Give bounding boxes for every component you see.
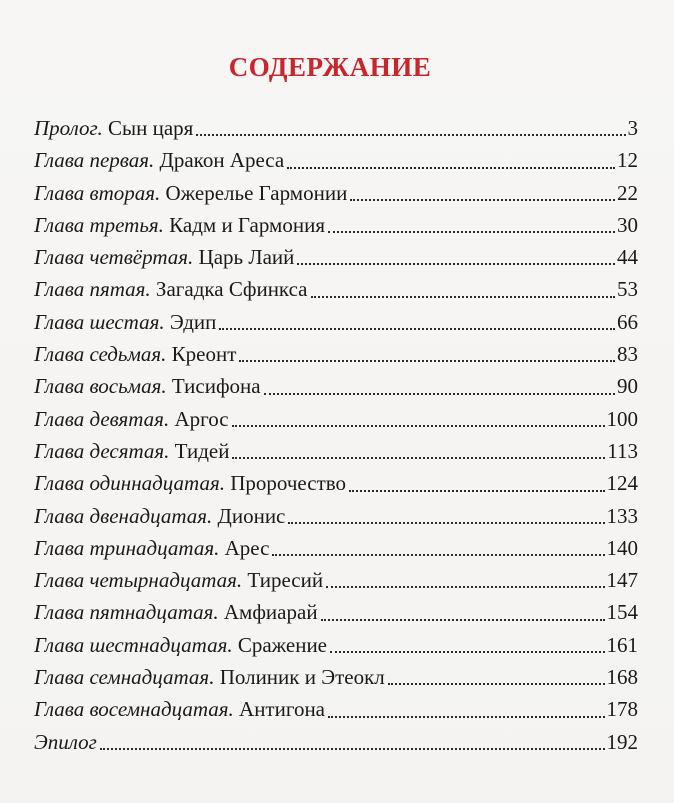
entry-title [34, 629, 327, 661]
entry-title [34, 403, 229, 435]
chapter-name: Амфиарай [223, 600, 318, 625]
chapter-label: Глава седьмая. [34, 342, 167, 367]
entry-title [34, 435, 229, 467]
page-number: 30 [617, 212, 638, 237]
chapter-name: Царь Лаий [198, 245, 295, 270]
toc-entry [34, 467, 638, 499]
toc-entry [34, 144, 638, 176]
entry-title [34, 693, 325, 725]
chapter-label: Глава шестая. [34, 309, 165, 334]
chapter-name: Креонт [171, 342, 237, 367]
dot-leader [232, 457, 605, 459]
chapter-label: Глава восьмая. [34, 374, 167, 399]
page-number: 178 [606, 697, 638, 722]
chapter-name: Тидей [174, 438, 230, 463]
page-number: 124 [606, 471, 638, 496]
page-number: 83 [617, 342, 638, 367]
chapter-label: Эпилог [34, 729, 97, 754]
chapter-label: Глава четырнадцатая. [34, 568, 243, 593]
chapter-name: Полиник и Этеокл [219, 665, 385, 690]
dot-leader [328, 231, 615, 233]
page-number: 133 [606, 503, 638, 528]
chapter-label: Глава пятнадцатая. [34, 600, 219, 625]
page-number: 192 [606, 729, 638, 754]
dot-leader [232, 425, 605, 427]
page-number: 12 [617, 148, 638, 173]
page-number: 44 [617, 245, 638, 270]
toc-entry [34, 661, 638, 693]
dot-leader [100, 748, 605, 750]
chapter-label: Глава одиннадцатая. [34, 471, 225, 496]
chapter-label: Глава двенадцатая. [34, 503, 213, 528]
page-number: 168 [606, 665, 638, 690]
chapter-name: Аргос [174, 406, 229, 431]
dot-leader [288, 522, 604, 524]
entry-title [34, 112, 193, 144]
dot-leader [264, 393, 615, 395]
chapter-label: Глава третья. [34, 212, 164, 237]
dot-leader [330, 651, 604, 653]
entry-title [34, 241, 294, 273]
dot-leader [311, 296, 615, 298]
chapter-name: Дионис [217, 503, 286, 528]
entry-title [34, 306, 216, 338]
dot-leader [326, 586, 604, 588]
toc-entry [34, 693, 638, 725]
page-number: 66 [617, 309, 638, 334]
toc-entry [34, 726, 638, 758]
chapter-name: Эдип [169, 309, 217, 334]
table-of-contents [34, 112, 638, 758]
toc-entry [34, 629, 638, 661]
page-title: СОДЕРЖАНИЕ [228, 52, 432, 82]
entry-title [34, 209, 325, 241]
page-number: 90 [617, 374, 638, 399]
dot-leader [219, 328, 615, 330]
chapter-name: Сын царя [107, 116, 194, 140]
page-number: 53 [617, 277, 638, 302]
toc-entry [34, 241, 638, 273]
entry-title [34, 467, 346, 499]
chapter-name: Тисифона [171, 374, 261, 399]
chapter-label: Пролог. [34, 116, 103, 140]
page-number: 22 [617, 180, 638, 205]
entry-title [34, 273, 308, 305]
page-number: 3 [627, 116, 638, 140]
entry-title [34, 500, 285, 532]
page-number: 140 [606, 535, 638, 560]
chapter-name: Кадм и Гармония [169, 212, 325, 237]
chapter-label: Глава пятая. [34, 277, 151, 302]
page-number: 147 [606, 568, 638, 593]
chapter-name: Сражение [237, 632, 328, 657]
toc-entry [34, 370, 638, 402]
chapter-name: Ожерелье Гармонии [165, 180, 348, 205]
toc-entry [34, 306, 638, 338]
entry-title [34, 726, 97, 758]
dot-leader [287, 167, 615, 169]
entry-title [34, 370, 261, 402]
chapter-label: Глава десятая. [34, 438, 170, 463]
page-number: 161 [606, 632, 638, 657]
chapter-label: Глава восемнадцатая. [34, 697, 234, 722]
dot-leader [328, 716, 605, 718]
page-number: 113 [607, 438, 638, 463]
entry-title [34, 338, 236, 370]
dot-leader [349, 490, 604, 492]
chapter-name: Дракон Ареса [159, 148, 285, 173]
dot-leader [297, 263, 615, 265]
entry-title [34, 596, 318, 628]
chapter-name: Пророчество [230, 471, 347, 496]
dot-leader [272, 554, 604, 556]
entry-title [34, 177, 347, 209]
chapter-label: Глава первая. [34, 148, 155, 173]
chapter-label: Глава вторая. [34, 180, 161, 205]
page-number: 154 [606, 600, 638, 625]
chapter-label: Глава девятая. [34, 406, 170, 431]
toc-entry [34, 177, 638, 209]
toc-entry [34, 564, 638, 596]
dot-leader [350, 199, 615, 201]
chapter-label: Глава шестнадцатая. [34, 632, 233, 657]
toc-entry [34, 532, 638, 564]
chapter-name: Тиресий [247, 568, 324, 593]
entry-title [34, 532, 269, 564]
chapter-name: Загадка Сфинкса [155, 277, 308, 302]
toc-entry [34, 112, 638, 144]
chapter-label: Глава семнадцатая. [34, 665, 215, 690]
toc-entry [34, 596, 638, 628]
dot-leader [321, 619, 605, 621]
dot-leader [239, 360, 615, 362]
chapter-name: Арес [224, 535, 270, 560]
chapter-label: Глава четвёртая. [34, 245, 194, 270]
toc-entry [34, 403, 638, 435]
toc-entry [34, 273, 638, 305]
chapter-label: Глава тринадцатая. [34, 535, 220, 560]
entry-title [34, 144, 284, 176]
toc-entry [34, 338, 638, 370]
page-number: 100 [606, 406, 638, 431]
entry-title [34, 661, 385, 693]
toc-entry [34, 209, 638, 241]
chapter-name: Антигона [239, 697, 325, 722]
entry-title [34, 564, 323, 596]
dot-leader [388, 683, 605, 685]
toc-entry [34, 500, 638, 532]
dot-leader [196, 134, 625, 136]
toc-entry [34, 435, 638, 467]
